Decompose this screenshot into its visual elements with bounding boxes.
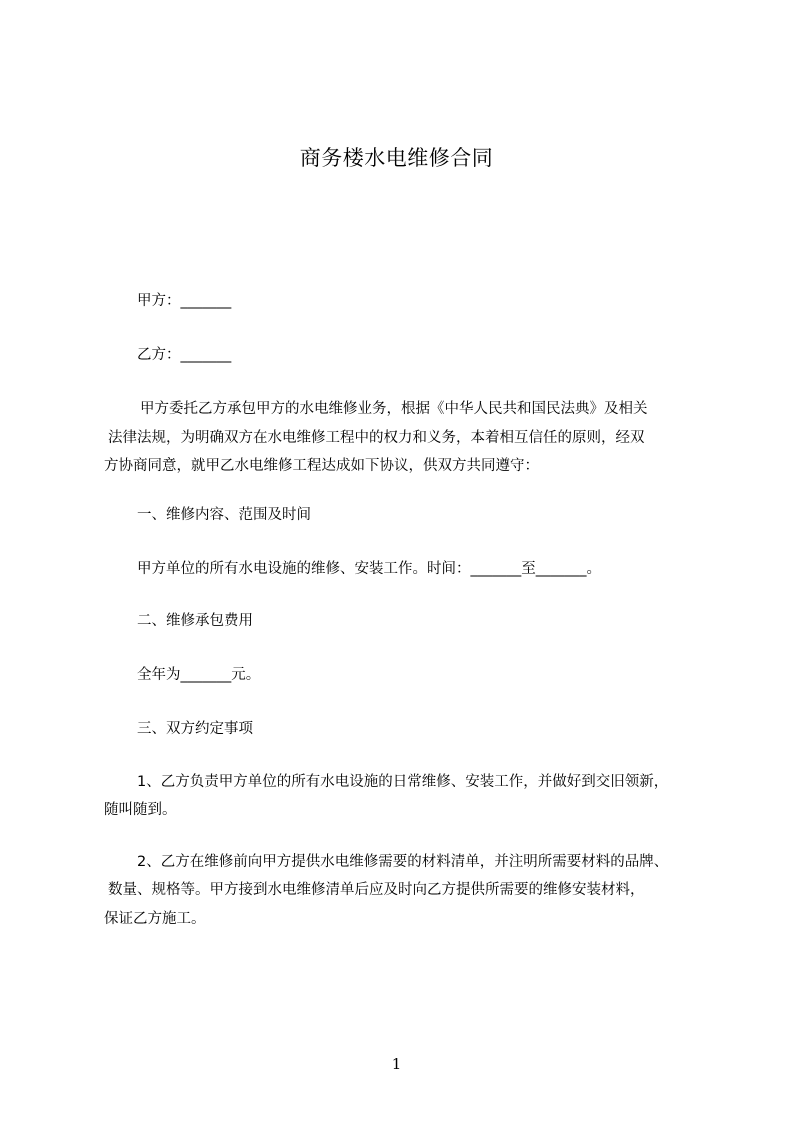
section1-heading: 一、维修内容、范围及时间 [137, 507, 311, 523]
section3-heading: 三、双方约定事项 [137, 721, 253, 737]
section2-body: 全年为_______元。 [137, 667, 261, 683]
item2-line-3: 保证乙方施工。 [104, 911, 206, 927]
intro-line-1: 甲方委托乙方承包甲方的水电维修业务，根据《中华人民共和国民法典》及相关 [140, 401, 648, 417]
intro-line-3: 方协商同意，就甲乙水电维修工程达成如下协议，供双方共同遵守： [104, 458, 539, 474]
party-b-line: 乙方：_______ [137, 347, 232, 363]
intro-line-2: 法律法规，为明确双方在水电维修工程中的权力和义务，本着相互信任的原则，经双 [108, 430, 645, 446]
section1-body: 甲方单位的所有水电设施的维修、安装工作。时间：_______至_______。 [137, 561, 601, 577]
section2-heading: 二、维修承包费用 [137, 613, 253, 629]
item2-line-1: 2、乙方在维修前向甲方提供水电维修需要的材料清单，并注明所需要材料的品牌、 [137, 854, 669, 870]
item1-line-2: 随叫随到。 [104, 802, 177, 818]
page-number: 1 [391, 1055, 402, 1073]
item2-line-2: 数量、规格等。甲方接到水电维修清单后应及时向乙方提供所需要的维修安装材料， [108, 882, 645, 898]
item1-line-1: 1、乙方负责甲方单位的所有水电设施的日常维修、安装工作，并做好到交旧领新， [137, 774, 669, 790]
party-a-line: 甲方：_______ [137, 293, 232, 309]
page-title: 商务楼水电维修合同 [299, 146, 494, 170]
